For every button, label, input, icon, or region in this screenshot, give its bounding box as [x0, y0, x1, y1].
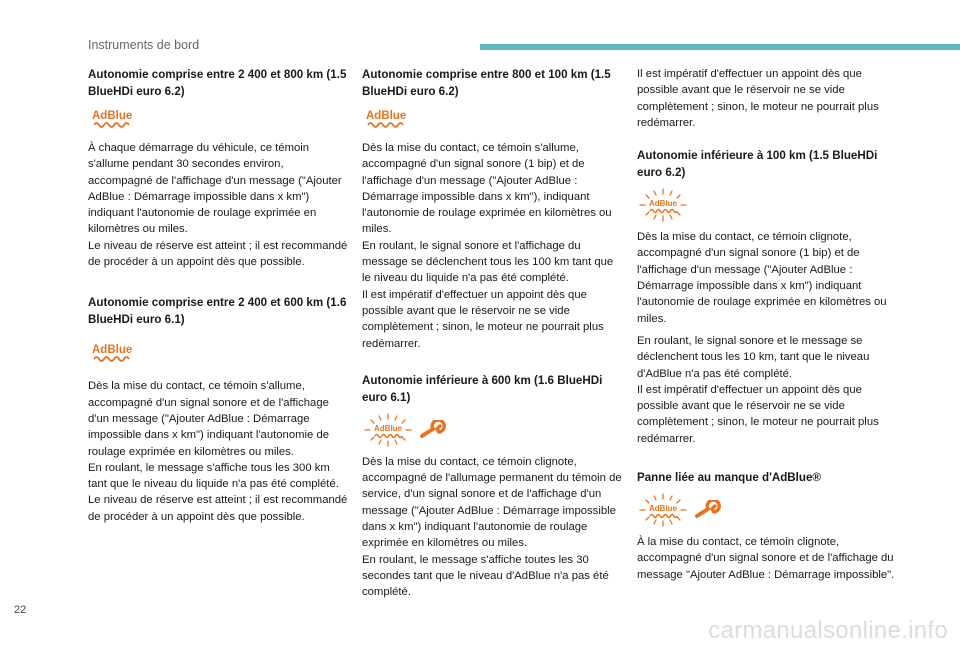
- header-accent-bar: [480, 44, 960, 50]
- watermark: carmanualsonline.info: [708, 617, 948, 644]
- adblue-icon-label: AdBlue: [649, 504, 677, 514]
- column-1: [88, 66, 350, 525]
- section-heading: Autonomie comprise entre 2 400 et 800 km (1.5 BlueHDi euro 6.2): [88, 68, 347, 98]
- section-autonomy-below-600: [362, 372, 624, 601]
- section-body: Il est impératif d'effectuer un appoint dès que possible avant que le réservoir ne se vide complètement ; sinon, le moteur ne pourrait plus redémarrer.: [637, 68, 879, 129]
- section-autonomy-2400-800: [88, 66, 350, 270]
- warning-lights-row: [637, 492, 899, 528]
- adblue-flashing-icon: [362, 412, 414, 448]
- section-heading: Autonomie inférieure à 100 km (1.5 BlueHDi euro 6.2): [637, 149, 878, 180]
- section-adblue-failure: [637, 469, 899, 583]
- page-number: 22: [14, 604, 27, 616]
- warning-lights-row: [637, 187, 899, 223]
- section-heading: Panne liée au manque d'AdBlue®: [637, 471, 821, 485]
- section-body: À la mise du contact, ce témoin clignote, accompagné d'un signal sonore et de l'affichage du message "Ajouter AdBlue : Démarrage impossible".: [637, 536, 895, 581]
- section-autonomy-below-100: [637, 147, 899, 447]
- section-continuation: [637, 66, 899, 131]
- adblue-icon: [92, 108, 136, 130]
- section-body: Dès la mise du contact, ce témoin s'allume, accompagné d'un signal sonore et de l'affichage d'un message ("Ajouter AdBlue : Démarrage impossible dans x km") indiquant l'autonomie de roulage exprimée en kilomètres ou miles. En roulant, le message s'affiche tous les 300 km tant que le niveau du liquide n'a pas été complété. Le niveau de réserve est atteint ; il est recommandé de procéder à un appoint dès que possible.: [88, 380, 348, 523]
- adblue-flashing-icon: [637, 492, 689, 528]
- adblue-icon: [92, 342, 136, 364]
- adblue-icon: [366, 108, 410, 130]
- adblue-flashing-icon: [637, 187, 689, 223]
- adblue-icon-label: AdBlue: [366, 110, 407, 122]
- wrench-icon: [420, 420, 446, 440]
- adblue-icon-label: AdBlue: [92, 110, 133, 122]
- section-body: Dès la mise du contact, ce témoin s'allume, accompagné d'un signal sonore (1 bip) et de l'affichage d'un message ("Ajouter AdBlue : Démarrage impossible dans x km"), indiquant l'autonomie de roulage exprimée en kilomètres ou miles. En roulant, le signal sonore et l'affichage du message se déclenchent tous les 100 km tant que le niveau du liquide n'a pas été complété. Il est impératif d'effectuer un appoint dès que possible avant que le réservoir ne se vide complètement ; sinon, le moteur ne pourrait plus redémarrer.: [362, 142, 614, 350]
- adblue-icon-label: AdBlue: [374, 423, 402, 433]
- section-heading: Autonomie comprise entre 800 et 100 km (1.5 BlueHDi euro 6.2): [362, 68, 611, 98]
- page-header-title: Instruments de bord: [88, 38, 200, 52]
- warning-lights-row: [362, 412, 624, 448]
- column-2: [362, 66, 624, 601]
- section-body: Dès la mise du contact, ce témoin clignote, accompagné de l'allumage permanent du témoin de service, d'un signal sonore et de l'affichage d'un message ("Ajouter AdBlue : Démarrage impossible dans x km") indiquant l'autonomie de roulage exprimée en kilomètres ou miles. En roulant, le message s'affiche toutes les 30 secondes tant que le niveau d'AdBlue n'a pas été complété.: [362, 455, 622, 599]
- section-autonomy-2400-600: [88, 294, 350, 525]
- adblue-icon-label: AdBlue: [649, 199, 677, 209]
- section-body: Dès la mise du contact, ce témoin clignote, accompagné d'un signal sonore (1 bip) et de l'affichage d'un message ("Ajouter AdBlue : Démarrage impossible dans x km") indiquant l'autonomie de roulage exprimée en kilomètres ou miles.: [637, 231, 887, 325]
- section-body: À chaque démarrage du véhicule, ce témoin s'allume pendant 30 secondes environ, accompagné de l'affichage d'un message ("Ajouter AdBlue : Démarrage impossible dans x km") indiquant l'autonomie de roulage exprimée en kilomètres ou miles. Le niveau de réserve est atteint ; il est recommandé de procéder à un appoint dès que possible.: [88, 142, 348, 269]
- wrench-icon: [695, 500, 721, 520]
- section-heading: Autonomie comprise entre 2 400 et 600 km (1.6 BlueHDi euro 6.1): [88, 296, 347, 327]
- section-heading: Autonomie inférieure à 600 km (1.6 BlueHDi euro 6.1): [362, 373, 603, 404]
- adblue-icon-label: AdBlue: [92, 344, 133, 357]
- section-autonomy-800-100: [362, 66, 624, 352]
- column-3: [637, 66, 899, 583]
- section-body-continued: En roulant, le signal sonore et le message se déclenchent tous les 10 km, tant que le niveau d'AdBlue n'a pas été complété. Il est impératif d'effectuer un appoint dès que possible avant que le réservoir ne se vide complètement ; sinon, le moteur ne pourrait plus redémarrer.: [637, 334, 879, 445]
